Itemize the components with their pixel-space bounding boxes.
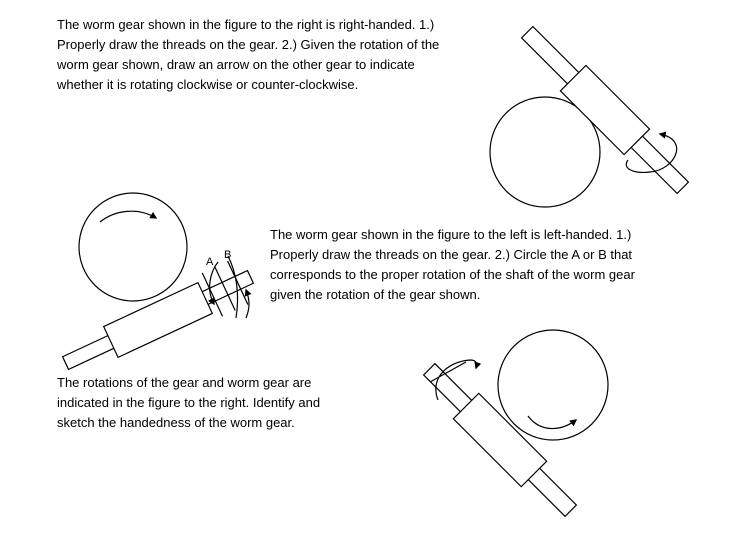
problem-3-line-1: The rotations of the gear and worm gear are [57, 375, 312, 390]
figure-2 [55, 193, 260, 385]
figure-2-label-a: A [206, 256, 214, 268]
figure-2-gear-circle [79, 193, 187, 301]
figure-3-gear-rotation-arrow [528, 416, 576, 429]
problem-2-line-2: Properly draw the threads on the gear. 2.) Circle the A or B that [270, 247, 633, 262]
problem-2-line-1: The worm gear shown in the figure to the left is left-handed. 1.) [270, 227, 632, 242]
problem-1-line-4: whether it is rotating clockwise or counter-clockwise. [57, 77, 359, 92]
problem-2-line-3: corresponds to the proper rotation of the shaft of the worm gear [270, 267, 635, 282]
figure-2-label-b: B [224, 249, 232, 261]
figure-1 [490, 19, 696, 207]
problem-2-line-4: given the rotation of the gear shown. [270, 287, 481, 302]
figure-2-gear-rotation-arrow [100, 211, 156, 222]
figure-1-worm-body [560, 65, 649, 154]
problem-1-line-1: The worm gear shown in the figure to the right is right-handed. 1.) [57, 17, 435, 32]
problem-1-line-3: worm gear shown, draw an arrow on the other gear to indicate [57, 57, 415, 72]
problem-3-line-2: indicated in the figure to the right. Identify and [57, 395, 321, 410]
problem-3-line-3: sketch the handedness of the worm gear. [57, 415, 295, 430]
figure-3-worm-body [453, 393, 546, 486]
figure-3-gear-circle [498, 330, 608, 440]
figure-1-worm [514, 19, 695, 200]
figure-3 [417, 330, 608, 523]
figure-2-worm-body [104, 283, 213, 358]
problem-1-line-2: Properly draw the threads on the gear. 2.) Given the rotation of the [57, 37, 440, 52]
